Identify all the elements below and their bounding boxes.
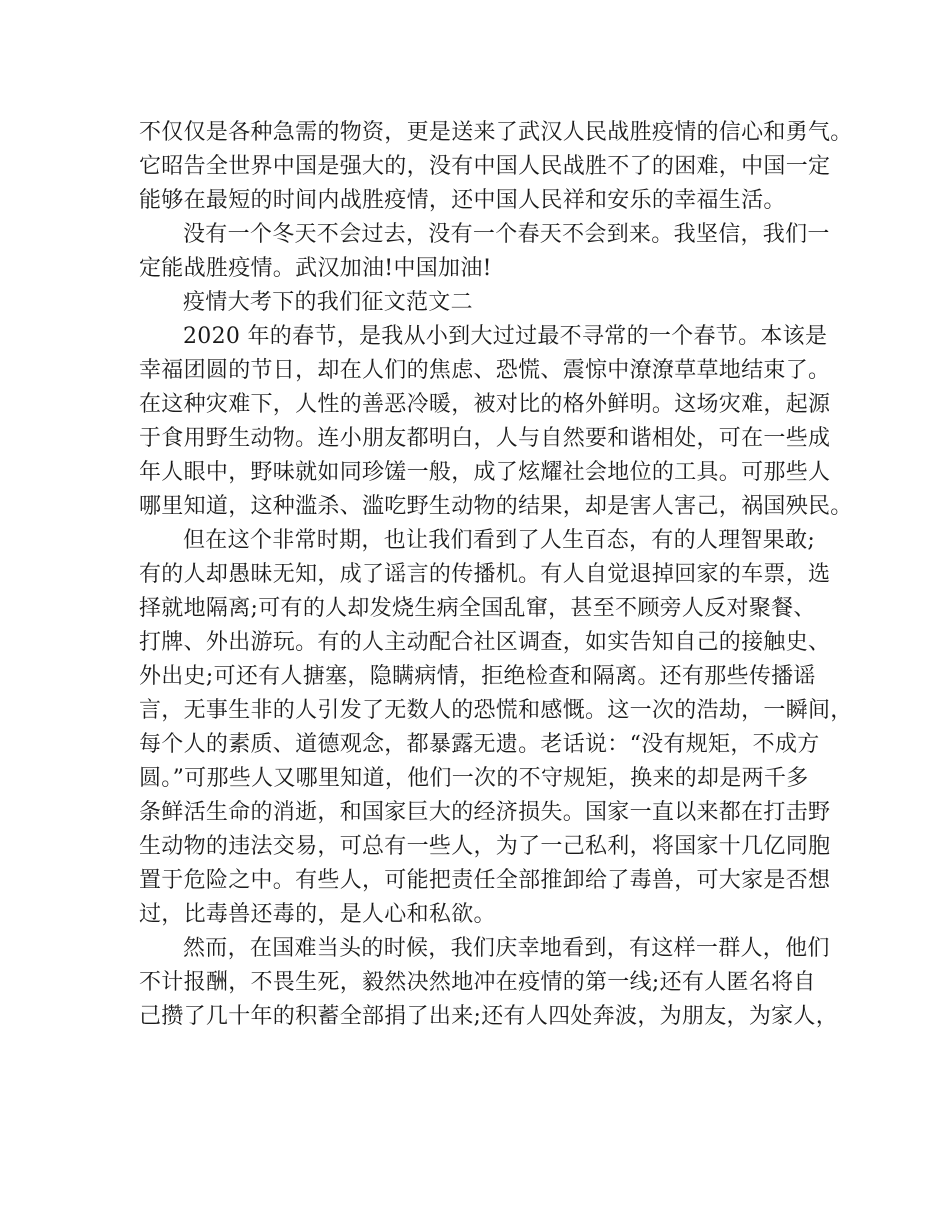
text-line: 于食用野生动物。连小朋友都明白，人与自然要和谐相处，可在一些成 [139, 426, 831, 451]
text-line: 在这种灾难下，人性的善恶冷暖，被对比的格外鲜明。这场灾难，起源 [139, 392, 831, 417]
text-line: 生动物的违法交易，可总有一些人，为了一己私利，将国家十几亿同胞 [139, 834, 831, 859]
text-line: 圆。”可那些人又哪里知道，他们一次的不守规矩，换来的却是两千多 [139, 766, 809, 791]
text-line: 幸福团圆的节日，却在人们的焦虑、恐慌、震惊中潦潦草草地结束了。 [139, 358, 831, 383]
text-line: 条鲜活生命的消逝，和国家巨大的经济损失。国家一直以来都在打击野 [139, 800, 831, 825]
text-line: 它昭告全世界中国是强大的，没有中国人民战胜不了的困难，中国一定 [139, 154, 831, 179]
text-line: 哪里知道，这种滥杀、滥吃野生动物的结果，却是害人害己，祸国殃民。 [139, 494, 853, 519]
text-line: 择就地隔离;可有的人却发烧生病全国乱窜，甚至不顾旁人反对聚餐、 [139, 596, 816, 621]
text-line: 每个人的素质、道德观念，都暴露无遗。老话说：“没有规矩，不成方 [139, 732, 820, 757]
text-line: 打牌、外出游玩。有的人主动配合社区调查，如实告知自己的接触史、 [139, 630, 831, 655]
text-line: 不计报酬，不畏生死，毅然决然地冲在疫情的第一线;还有人匿名将自 [139, 970, 816, 995]
text-line: 置于危险之中。有些人，可能把责任全部推卸给了毒兽，可大家是否想 [139, 868, 831, 893]
text-line: 没有一个冬天不会过去，没有一个春天不会到来。我坚信，我们一 [183, 222, 830, 247]
text-line: 定能战胜疫情。武汉加油!中国加油! [139, 256, 492, 281]
text-line: 言，无事生非的人引发了无数人的恐慌和感慨。这一次的浩劫，一瞬间， [139, 698, 853, 723]
text-line: 不仅仅是各种急需的物资，更是送来了武汉人民战胜疫情的信心和勇气。 [139, 120, 853, 145]
text-line: 己攒了几十年的积蓄全部捐了出来;还有人四处奔波，为朋友，为家人， [139, 1004, 839, 1029]
text-line: 能够在最短的时间内战胜疫情，还中国人民祥和安乐的幸福生活。 [139, 188, 786, 213]
document-body [139, 116, 853, 1034]
text-line: 2020 年的春节，是我从小到大过过最不寻常的一个春节。本该是 [183, 324, 828, 349]
text-line: 疫情大考下的我们征文范文二 [183, 290, 473, 315]
text-line: 年人眼中，野味就如同珍馐一般，成了炫耀社会地位的工具。可那些人 [139, 460, 831, 485]
text-line: 但在这个非常时期，也让我们看到了人生百态，有的人理智果敢; [183, 528, 816, 553]
text-line: 外出史;可还有人搪塞，隐瞒病情，拒绝检查和隔离。还有那些传播谣 [139, 664, 816, 689]
text-line: 有的人却愚昧无知，成了谣言的传播机。有人自觉退掉回家的车票，选 [139, 562, 831, 587]
text-line: 过，比毒兽还毒的，是人心和私欲。 [139, 902, 496, 927]
text-line: 然而，在国难当头的时候，我们庆幸地看到，有这样一群人，他们 [183, 936, 830, 961]
